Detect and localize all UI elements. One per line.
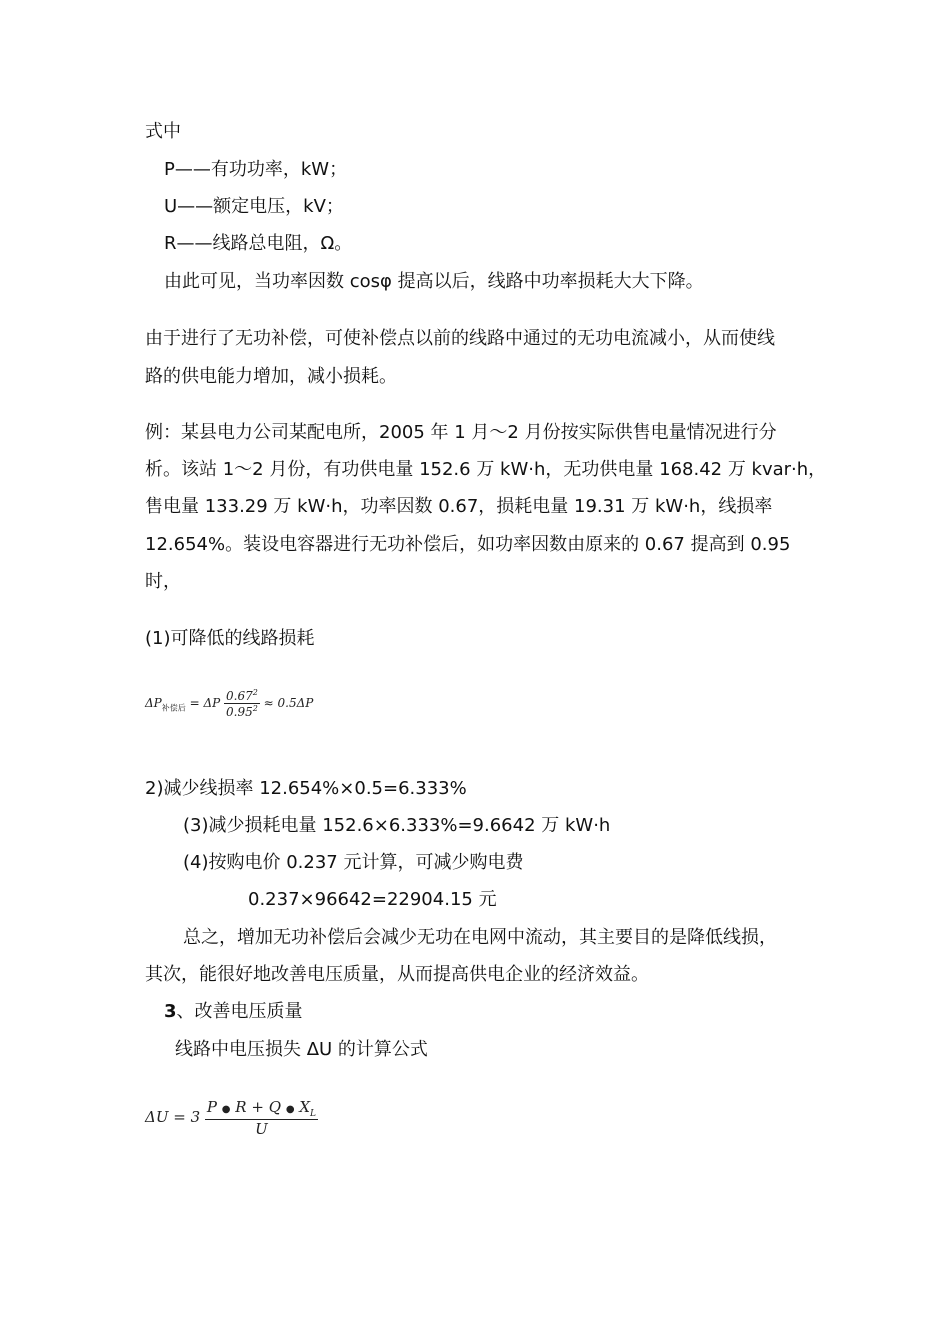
formula2-p: P (206, 1098, 217, 1116)
section-title: 、改善电压质量 (176, 1001, 303, 1022)
formula2-r: R (235, 1098, 247, 1116)
text-line: (4)按购电价 0.237 元计算，可减少购电费 (183, 852, 524, 873)
text-line: 由此可见，当功率因数 cosφ 提高以后，线路中功率损耗大大下降。 (164, 271, 704, 292)
formula-lhs: ΔP (145, 696, 162, 710)
text-line: U——额定电压，kV； (164, 196, 344, 217)
formula-rhs: ≈ 0.5ΔP (263, 696, 314, 710)
formula-fraction (224, 688, 260, 719)
text-line: (3)减少损耗电量 152.6×6.333%=9.6642 万 kW·h (183, 815, 611, 836)
text-line: 0.237×96642=22904.15 元 (248, 889, 497, 910)
text-line: R——线路总电阻，Ω。 (164, 233, 353, 254)
formula-numerator-exp: 2 (252, 688, 258, 697)
text-line: (1)可降低的线路损耗 (145, 628, 315, 649)
section-number: 3 (164, 1001, 177, 1022)
text-line: 式中 (145, 121, 181, 142)
text-line: 析。该站 1～2 月份，有功供电量 152.6 万 kW·h，无功供电量 168.42 万 kvar·h， (145, 459, 827, 480)
text-line: 例：某县电力公司某配电所，2005 年 1 月～2 月份按实际供售电量情况进行分 (145, 422, 777, 443)
formula2-dot: ● (285, 1104, 295, 1115)
formula2-lhs: ΔU = 3 (145, 1108, 201, 1126)
formula2-fraction (205, 1098, 318, 1138)
formula2-plus: + (251, 1098, 264, 1116)
text-line: 售电量 133.29 万 kW·h，功率因数 0.67，损耗电量 19.31 万 kW·h，线损率 (145, 496, 773, 517)
formula2-x-subscript: L (310, 1109, 317, 1119)
formula2-q: Q (268, 1098, 282, 1116)
formula-eq: = ΔP (189, 696, 221, 710)
text-line: 路的供电能力增加，减小损耗。 (145, 366, 397, 387)
text-line: 其次，能很好地改善电压质量，从而提高供电企业的经济效益。 (145, 964, 649, 985)
formula2-denominator: U (255, 1120, 268, 1138)
text-line: 由于进行了无功补偿，可使补偿点以前的线路中通过的无功电流减小，从而使线 (145, 328, 775, 349)
text-line: 2)减少线损率 12.654%×0.5=6.333% (145, 778, 467, 799)
formula2-dot: ● (221, 1104, 231, 1115)
formula-lhs-subscript: 补偿后 (161, 703, 186, 713)
text-line: 12.654%。装设电容器进行无功补偿后，如功率因数由原来的 0.67 提高到 0.95 (145, 534, 791, 555)
formula-numerator: 0.67 (226, 689, 253, 703)
formula-loss-reduction (145, 688, 313, 719)
formula-voltage-loss (145, 1098, 318, 1138)
text-line: 线路中电压损失 ΔU 的计算公式 (175, 1039, 428, 1060)
formula-denominator-exp: 2 (252, 704, 258, 713)
formula2-x: X (299, 1098, 311, 1116)
text-line: 总之，增加无功补偿后会减少无功在电网中流动，其主要目的是降低线损， (183, 927, 777, 948)
formula-denominator: 0.95 (226, 705, 253, 719)
text-line: 时， (145, 571, 181, 592)
section-heading (164, 1000, 303, 1024)
text-line: P——有功功率，kW； (164, 159, 348, 180)
